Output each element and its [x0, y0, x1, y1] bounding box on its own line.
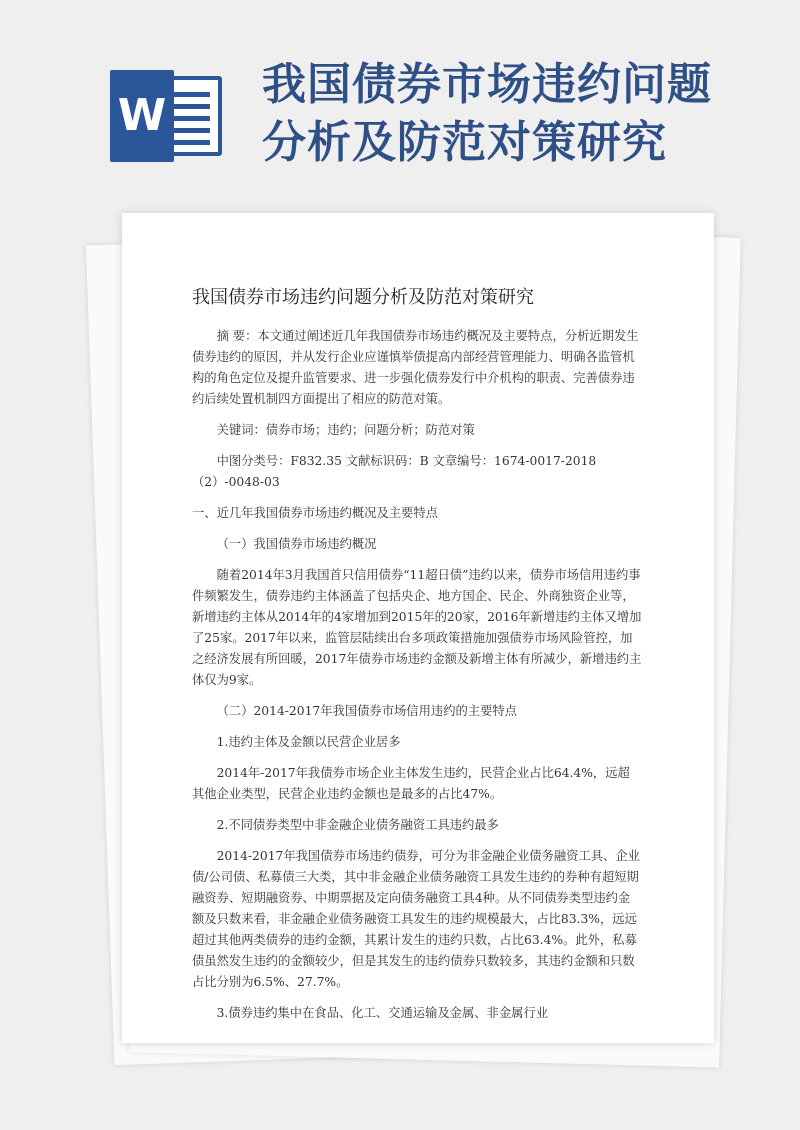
header [0, 0, 800, 190]
word-icon-letter: W [110, 70, 174, 162]
document-page [122, 213, 714, 1043]
banner-title [262, 56, 782, 172]
abstract-paragraph: 摘 要：本文通过阐述近几年我国债券市场违约概况及主要特点，分析近期发生债券违约的原因，并从发行企业应谨慎举债提高内部经营管理能力、明确各监管机构的角色定位及提升监管要求、进一步强化债券发行中介机构的职责、完善债券违约后续处置机制四方面提出了相应的防范对策。 [192, 329, 639, 406]
point-heading: 2.不同债券类型中非金融企业债务融资工具违约最多 [216, 818, 499, 832]
word-icon [110, 70, 225, 162]
document-title: 我国债券市场违约问题分析及防范对策研究 [192, 287, 534, 308]
section-heading: 一、近几年我国债券市场违约概况及主要特点 [192, 506, 438, 520]
banner-title-line2: 分析及防范对策研究 [262, 117, 667, 168]
body-paragraph: 2014-2017年我国债券市场违约债券，可分为非金融企业债务融资工具、企业债/公司债、私募债三大类，其中非金融企业债务融资工具发生违约的券种有超短期融资券、短期融资券、中期票据及定向债务融资工具4种。从不同债券类型违约金额及只数来看，非金融企业债务融资工具发生的违约规模最大，占比83.3%，远远超过其他两类债券的违约金额，其累计发生的违约只数，占比63.4%。此外，私募债虽然发生违约的金额较少，但是其发生的违约债券只数较多，其违约金额和只数占比分别为6.5%、27.7%。 [192, 849, 640, 989]
point-heading: 1.违约主体及金额以民营企业居多 [216, 735, 401, 749]
point-heading: 3.债券违约集中在食品、化工、交通运输及金属、非金属行业 [216, 1006, 549, 1020]
body-paragraph: 2014年-2017年我债券市场企业主体发生违约，民营企业占比64.4%，远超其他企业类型，民营企业违约金额也是最多的占比47%。 [192, 766, 630, 801]
subsection-heading: （一）我国债券市场违约概况 [216, 537, 377, 551]
classification-info: 中图分类号：F832.35 文献标识码：B 文章编号：1674-0017-2018（2）-0048-03 [192, 454, 597, 489]
body-paragraph: 随着2014年3月我国首只信用债券“11超日债”违约以来，债券市场信用违约事件频繁发生，债券违约主体涵盖了包括央企、地方国企、民企、外商独资企业等，新增违约主体从2014年的4家增加到2015年的20家，2016年新增违约主体又增加了25家。2017年以来，监管层陆续出台多项政策措施加强债券市场风险管控，加之经济发展有所回暖，2017年债券市场违约金额及新增主体有所减少，新增违约主体仅为9家。 [192, 568, 642, 687]
subsection-heading: （二）2014-2017年我国债券市场信用违约的主要特点 [216, 704, 517, 718]
keywords: 关键词：债券市场；违约；问题分析；防范对策 [216, 423, 475, 437]
document-body [192, 326, 642, 1024]
banner-title-line1: 我国债券市场违约问题 [262, 59, 712, 110]
